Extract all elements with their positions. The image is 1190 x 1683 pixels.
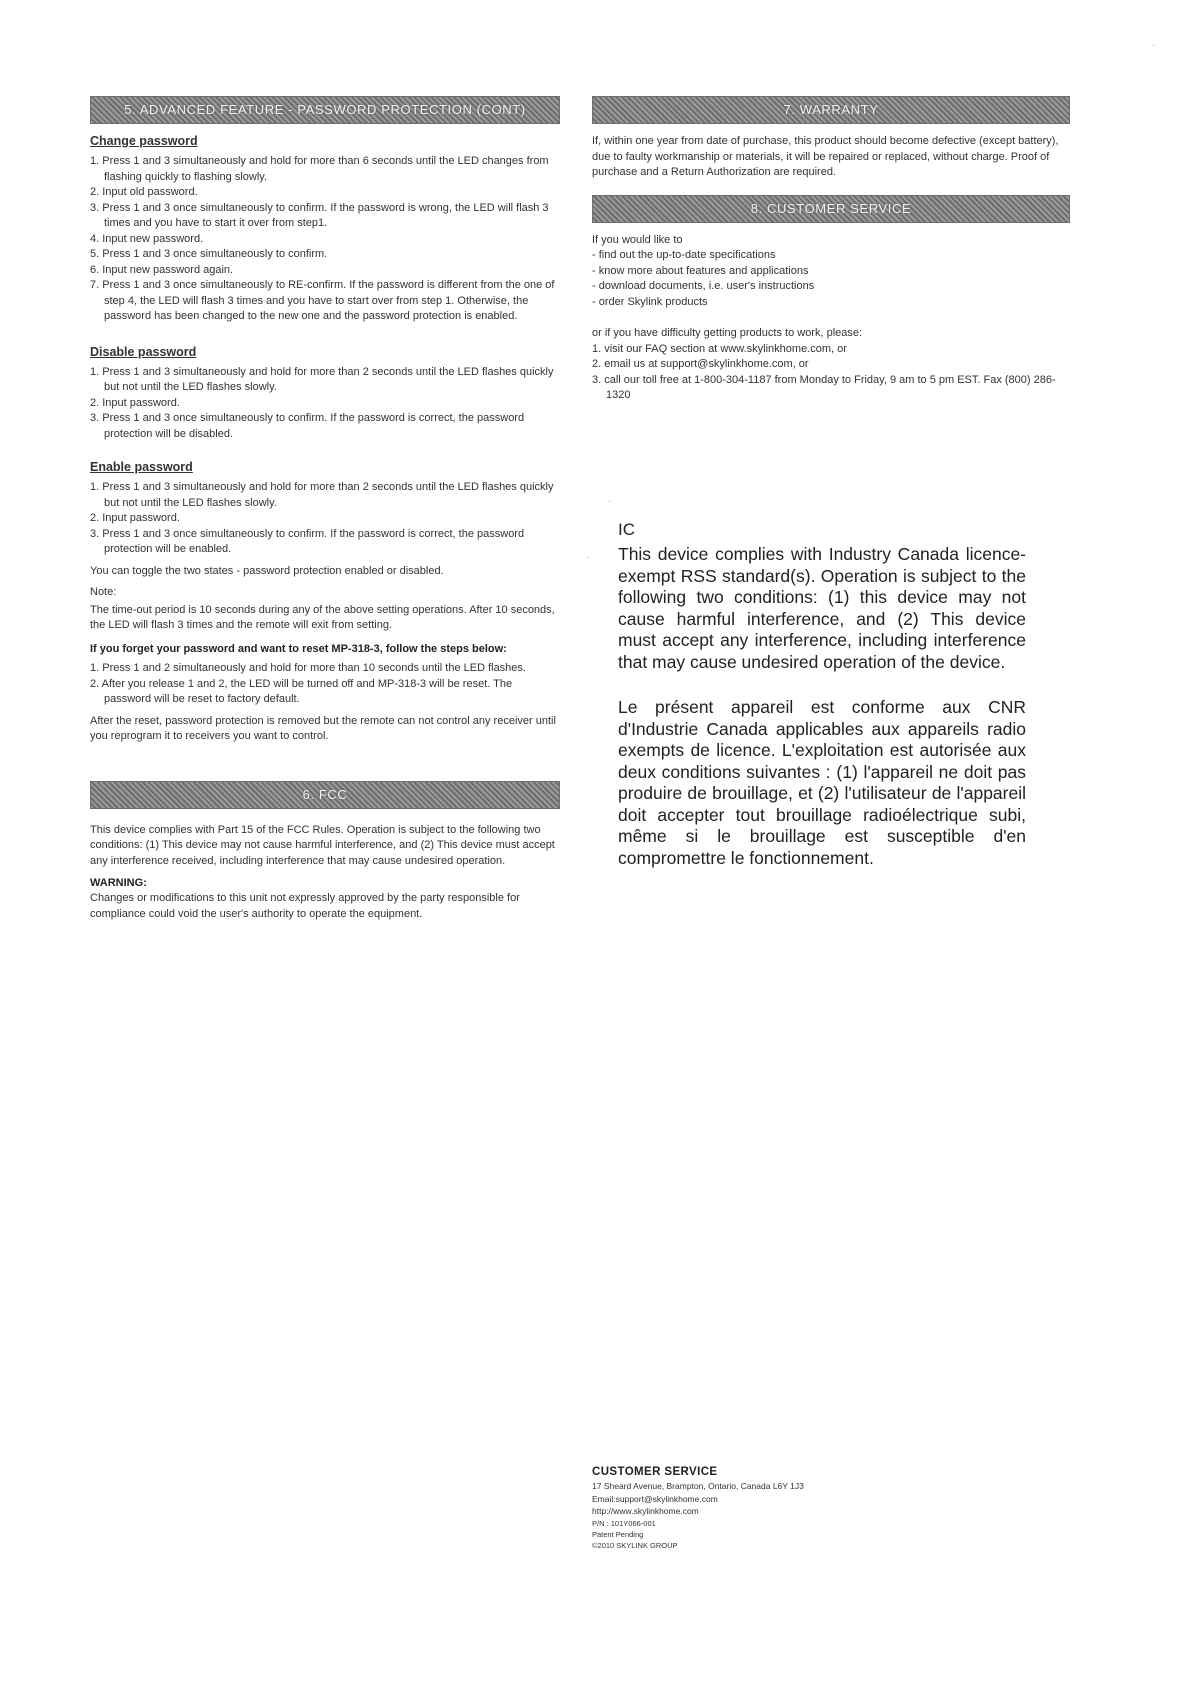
- list-item: 2. Input password.: [90, 396, 180, 409]
- service-intro: If you would like to: [592, 233, 683, 246]
- list-item: 6. Input new password again.: [90, 263, 234, 276]
- warning-label: WARNING:: [90, 877, 147, 889]
- reset-title: If you forget your password and want to reset MP-318-3, follow the steps below:: [90, 642, 507, 655]
- warranty-banner: 7. WARRANTY: [592, 96, 1070, 124]
- footer-title: CUSTOMER SERVICE: [592, 1466, 718, 1478]
- list-item: 5. Press 1 and 3 once simultaneously to confirm.: [90, 248, 328, 260]
- change-password-steps: [90, 154, 560, 325]
- scan-speck: ·: [608, 496, 612, 507]
- service-steps: [592, 342, 1070, 404]
- list-item: - download documents, i.e. user's instructions: [592, 280, 815, 292]
- warranty-text: If, within one year from date of purchase, this product should become defective (except battery), due to faulty workmanship or materials, it will be repaired or replaced, without charge. Proof of purchase and a Return Authorization are required.: [592, 135, 1059, 178]
- list-item: 1. Press 1 and 3 simultaneously and hold for more than 2 seconds until the LED flashes quickly but not until the LED flashes slowly.: [90, 365, 554, 393]
- list-item: 4. Input new password.: [90, 232, 204, 245]
- footer-part-number: P/N : 101Y066-001: [592, 1518, 656, 1528]
- warning-text: Changes or modifications to this unit not expressly approved by the party responsible for compliance could void the user's authority to operate the equipment.: [90, 892, 520, 920]
- fcc-banner: 6. FCC: [90, 781, 560, 809]
- list-item: 3. Press 1 and 3 once simultaneously to confirm. If the password is correct, the password protection will be disabled.: [90, 412, 525, 440]
- list-item: 2. Input password.: [90, 512, 180, 524]
- note-text: The time-out period is 10 seconds during any of the above setting operations. After 10 seconds, the LED will flash 3 times and the remote will exit from setting.: [90, 603, 555, 631]
- footer-website: http://www.skylinkhome.com: [592, 1506, 699, 1516]
- list-item: 1. visit our FAQ section at www.skylinkhome.com, or: [592, 342, 847, 355]
- list-item: - know more about features and applications: [592, 264, 809, 277]
- advanced-feature-banner: 5. ADVANCED FEATURE - PASSWORD PROTECTION (CONT): [90, 96, 560, 124]
- footer-patent: Patent Pending: [592, 1529, 644, 1539]
- list-item: 2. Input old password.: [90, 186, 198, 198]
- ic-statement: [618, 520, 1026, 869]
- right-column: [592, 96, 1070, 404]
- list-item: 3. call our toll free at 1-800-304-1187 from Monday to Friday, 9 am to 5 pm EST. Fax (800) 286-1320: [592, 373, 1056, 401]
- disable-password-steps: [90, 365, 560, 443]
- toggle-text: You can toggle the two states - password protection enabled or disabled.: [90, 564, 444, 577]
- list-item: 7. Press 1 and 3 once simultaneously to RE-confirm. If the password is different from the one of step 4, the LED will flash 3 times and you have to start over from step 1. Otherwise, the password has been changed to the new one and the password protection is enabled.: [90, 279, 555, 322]
- enable-password-steps: [90, 480, 560, 558]
- change-password-title: Change password: [90, 134, 198, 148]
- list-item: 1. Press 1 and 3 simultaneously and hold for more than 2 seconds until the LED flashes quickly but not until the LED flashes slowly.: [90, 481, 554, 509]
- list-item: 2. After you release 1 and 2, the LED will be turned off and MP-318-3 will be reset. The password will be reset to factory default.: [90, 677, 513, 705]
- list-item: 3. Press 1 and 3 once simultaneously to confirm. If the password is wrong, the LED will flash 3 times and you have to start it over from step1.: [90, 201, 549, 229]
- reset-steps: [90, 661, 560, 708]
- list-item: - find out the up-to-date specifications: [592, 249, 776, 261]
- ic-english-text: This device complies with Industry Canada licence-exempt RSS standard(s). Operation is subject to the following two conditions: (1) this device may not cause harmful interference, and (2) This device must accept any interference, including interference that may cause undesired operation of the device.: [618, 544, 1026, 672]
- service-bullets: [592, 248, 1070, 310]
- customer-service-footer: [592, 1466, 1012, 1551]
- footer-copyright: ©2010 SKYLINK GROUP: [592, 1540, 678, 1550]
- left-column: [90, 96, 560, 922]
- list-item: 2. email us at support@skylinkhome.com, or: [592, 358, 809, 370]
- footer-email: Email:support@skylinkhome.com: [592, 1493, 718, 1504]
- list-item: - order Skylink products: [592, 295, 708, 308]
- customer-service-banner: 8. CUSTOMER SERVICE: [592, 195, 1070, 223]
- footer-address: 17 Sheard Avenue, Brampton, Ontario, Canada L6Y 1J3: [592, 1481, 804, 1491]
- fcc-text: This device complies with Part 15 of the FCC Rules. Operation is subject to the following two conditions: (1) This device may not cause harmful interference, and (2) This device must accept any interference received, including interference that may cause undesired operation.: [90, 823, 555, 867]
- after-reset-text: After the reset, password protection is removed but the remote can not control any receiver until you reprogram it to receivers you want to control.: [90, 714, 556, 742]
- scan-speck: ·: [1152, 40, 1156, 51]
- enable-password-title: Enable password: [90, 460, 193, 474]
- ic-title: IC: [618, 520, 635, 539]
- note-label: Note:: [90, 586, 117, 598]
- list-item: 3. Press 1 and 3 once simultaneously to confirm. If the password is correct, the password protection will be enabled.: [90, 527, 525, 555]
- list-item: 1. Press 1 and 2 simultaneously and hold for more than 10 seconds until the LED flashes.: [90, 662, 526, 674]
- disable-password-title: Disable password: [90, 344, 197, 359]
- list-item: 1. Press 1 and 3 simultaneously and hold for more than 6 seconds until the LED changes from flashing quickly to flashing slowly.: [90, 155, 549, 183]
- scan-speck: ·: [586, 552, 590, 563]
- ic-french-text: Le présent appareil est conforme aux CNR d'Industrie Canada applicables aux appareils radio exempts de licence. L'exploitation est autorisée aux deux conditions suivantes : (1) l'appareil ne doit pas produire de brouillage, et (2) l'utilisateur de l'appareil doit accepter tout brouillage radioélectrique subi, même si le brouillage est susceptible d'en compromettre le fonctionnement.: [618, 697, 1026, 868]
- service-or-text: or if you have difficulty getting products to work, please:: [592, 327, 863, 339]
